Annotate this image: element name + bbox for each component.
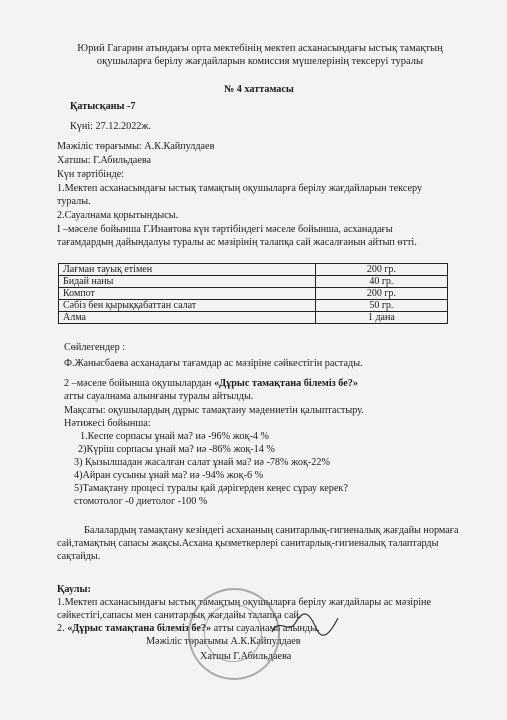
issue-2-line	[64, 378, 358, 390]
decision-2-survey: «Дұрыс тамақтана білеміз бе?»	[67, 623, 212, 634]
menu-qty: 50 гр.	[315, 300, 447, 312]
table-row	[59, 300, 448, 312]
decision-1: 1.Мектеп асханасындағы ыстық тамақтың оқушыларға берілу жағдайлары ас мәзіріне	[57, 597, 432, 608]
seal-inner-ring	[204, 604, 262, 662]
issue-2-cont: атты сауалнама алынғаны туралы айтылды.	[64, 391, 254, 402]
table-row	[59, 288, 448, 300]
protocol-number: № 4 хаттамасы	[224, 84, 294, 95]
secretary-line: Хатшы: Г.Абильдаева	[57, 155, 152, 166]
meeting-date: Күні: 27.12.2022ж.	[70, 121, 151, 132]
table-row	[59, 276, 448, 288]
menu-qty: 200 гр.	[315, 288, 447, 300]
conclusion-para: Балалардың тамақтану кезіндегі асхананың санитарлық-гигиеналық жағдайы нормаға	[84, 525, 459, 536]
menu-qty: 1 дана	[315, 312, 447, 324]
document-title-line-2: оқушыларға берілу жағдайларын комиссия мүшелерінің тексеруі туралы	[96, 56, 424, 67]
issue-1-text: І –мәселе бойынша Г.Инаятова күн тәртібіндегі мәселе бойынша, асханадағы	[57, 224, 393, 235]
result-5: 5)Тамақтану процесі туралы қай дәрігерден кеңес сұрау керек?	[74, 483, 348, 494]
result-5-answers: стомотолог -0 диетолог -100 %	[74, 496, 208, 507]
survey-title: «Дұрыс тамақтана білеміз бе?»	[214, 378, 358, 389]
menu-item: Лағман тауық етімен	[59, 264, 316, 276]
issue-1-text-cont: тағамдардың дайындалуы туралы ас мәзірінің талапқа сай жасалғанын айтып өтті.	[57, 237, 417, 248]
agenda-title: Күн тәртібінде:	[57, 169, 125, 180]
decision-2-prefix: 2.	[57, 623, 68, 634]
handwritten-signature	[270, 612, 340, 638]
menu-item: Сәбіз бен қырыққабаттан салат	[59, 300, 316, 312]
result-2: 2)Күріш сорпасы ұнай ма? иә -86% жоқ-14 %	[78, 444, 275, 455]
goal-line: Мақсаты: оқушылардың дұрыс тамақтану мәдениетін қалыптастыру.	[64, 405, 364, 416]
result-3: 3) Қызылшадан жасалған салат ұнай ма? иә -78% жоқ-22%	[74, 457, 330, 468]
conclusion-para-cont: сай,тамақтың сапасы жақсы.Асхана қызметкерлері санитарлық-гигиеналық талаптарды	[57, 538, 439, 549]
signature-chair: Мәжіліс төрағымы А.К.Кайпулдаев	[146, 636, 301, 647]
agenda-item-1: 1.Мектеп асханасындағы ыстық тамақтың оқушыларға берілу жағдайларын тексеру	[57, 183, 423, 194]
table-row	[59, 264, 448, 276]
result-4: 4)Айран сусыны ұнай ма? иә -94% жоқ-6 %	[74, 470, 264, 481]
speakers-title: Сөйлегендер :	[64, 342, 126, 353]
menu-item: Алма	[59, 312, 316, 324]
conclusion-para-end: сақтайды.	[57, 551, 101, 562]
document-title-line-1: Юрий Гагарин атындағы орта мектебінің мектеп асханасындағы ыстық тамақтың	[77, 43, 443, 54]
agenda-item-1-cont: туралы.	[57, 196, 91, 207]
decision-1-cont: сәйкестігі,сапасы мен санитарлық жағдайы талапқа сай.	[57, 610, 302, 621]
menu-qty: 40 гр.	[315, 276, 447, 288]
attendance-count: Қатысқаны -7	[70, 101, 136, 112]
signature-secretary: Хатшы Г.Абильдаева	[200, 651, 292, 662]
speaker-1: Ф.Жанысбаева асханадағы тағамдар ас мәзіріне сәйкестігін растады.	[64, 358, 363, 369]
issue-2-prefix: 2 –мәселе бойынша оқушылардан	[64, 378, 215, 389]
menu-item: Бидай наны	[59, 276, 316, 288]
chair-line: Мәжіліс төрағымы: А.К.Кайпулдаев	[57, 141, 215, 152]
agenda-item-2: 2.Сауалнама қорытындысы.	[57, 210, 179, 221]
decision-title: Қаулы:	[57, 584, 91, 595]
menu-table	[58, 263, 448, 324]
decision-2-suffix: атты сауалнама алынды.	[211, 623, 320, 634]
menu-item: Компот	[59, 288, 316, 300]
menu-qty: 200 гр.	[315, 264, 447, 276]
result-1: 1.Кеспе сорпасы ұнай ма? иә -96% жоқ-4 %	[80, 431, 269, 442]
official-seal	[188, 588, 280, 680]
table-row	[59, 312, 448, 324]
results-title: Нәтижесі бойынша:	[64, 418, 151, 429]
